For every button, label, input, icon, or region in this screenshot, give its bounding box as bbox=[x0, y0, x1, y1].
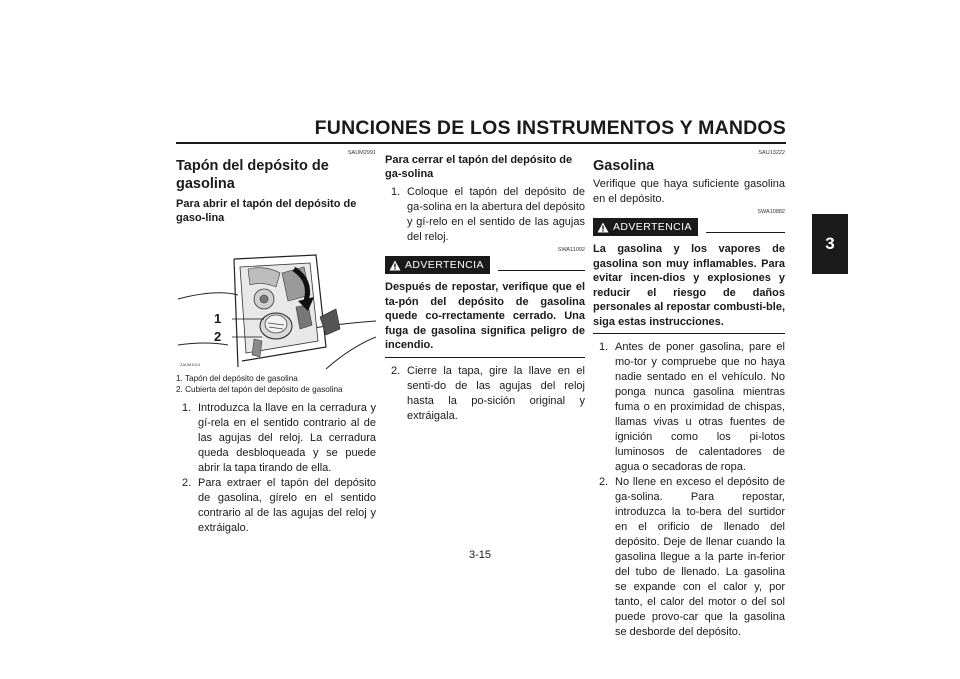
warning-label-box bbox=[385, 256, 490, 274]
list-item bbox=[385, 364, 585, 424]
gasolina-steps-list bbox=[593, 340, 785, 640]
warning-end-rule bbox=[385, 357, 585, 358]
warning-header bbox=[593, 218, 785, 236]
step-text: Cierre la tapa, gire la llave en el senti-do de las agujas del reloj hasta la po-sición original y extráigala. bbox=[407, 364, 585, 422]
section-title-gasolina: Gasolina bbox=[593, 158, 655, 174]
list-item bbox=[176, 476, 376, 536]
caption-item: 2. Cubierta del tapón del depósito de gasolina bbox=[176, 385, 343, 394]
callout-1: 1 bbox=[214, 311, 222, 326]
step-number: 1. bbox=[391, 186, 401, 198]
list-item bbox=[385, 185, 585, 245]
close-steps-list bbox=[385, 185, 585, 245]
figure-code: ZAUM1014 bbox=[180, 362, 201, 367]
warning-end-rule bbox=[593, 333, 785, 334]
close-steps-list-cont bbox=[385, 364, 585, 424]
list-item bbox=[593, 340, 785, 475]
gasolina-intro: Verifique que haya suficiente gasolina en el depósito. bbox=[593, 178, 785, 205]
fuel-cap-illustration bbox=[176, 229, 376, 371]
step-number: 1. bbox=[599, 341, 609, 353]
step-number: 2. bbox=[391, 364, 401, 377]
callout-2: 2 bbox=[214, 329, 222, 344]
header-rule bbox=[176, 142, 786, 144]
warning-label: ADVERTENCIA bbox=[613, 221, 692, 233]
fuel-cap-drawing bbox=[176, 229, 376, 371]
column-3 bbox=[593, 150, 785, 640]
warning-text: La gasolina y los vapores de gasolina son muy inflamables. Para evitar incen-dios y explosiones y reducir el riesgo de daños personales al repostar combusti-ble, siga estas instrucciones. bbox=[593, 243, 785, 328]
warning-triangle-icon bbox=[597, 222, 609, 233]
section-title-fuel-cap: Tapón del depósito de gasolina bbox=[176, 158, 329, 192]
warning-rule bbox=[706, 232, 785, 233]
step-text: Para extraer el tapón del depósito de gasolina, gírelo en el sentido contrario al de las agujas del reloj y extráigalo. bbox=[198, 477, 376, 534]
warning-rule bbox=[498, 270, 585, 271]
list-item bbox=[176, 401, 376, 476]
warning-header bbox=[385, 256, 585, 274]
section-code: SAUM2991 bbox=[347, 150, 376, 156]
open-steps-list bbox=[176, 401, 376, 536]
warning-code: SWA11092 bbox=[557, 247, 585, 253]
warning-label-box bbox=[593, 218, 698, 236]
step-number: 2. bbox=[599, 476, 609, 488]
warning-code: SWA10882 bbox=[757, 209, 785, 215]
subheading-open-cap: Para abrir el tapón del depósito de gaso-lina bbox=[176, 198, 357, 224]
section-tab: 3 bbox=[812, 214, 848, 274]
section-code: SAU13222 bbox=[758, 150, 785, 156]
caption-item: 1. Tapón del depósito de gasolina bbox=[176, 374, 298, 383]
step-number: 2. bbox=[182, 477, 192, 489]
step-text: Antes de poner gasolina, pare el mo-tor y compruebe que no haya nadie sentado en el vehículo. No ponga nunca gasolina mientras fuma o en proximidad de chispas, llamas vivas u otras fuentes de ignición como los pi-lotos luminosos de calentadores de agua o secadoras de ropa. bbox=[615, 341, 785, 473]
subheading-close-cap: Para cerrar el tapón del depósito de ga-solina bbox=[385, 154, 573, 180]
column-1 bbox=[176, 150, 376, 536]
figure-captions bbox=[176, 373, 376, 395]
page-header-title: FUNCIONES DE LOS INSTRUMENTOS Y MANDOS bbox=[314, 117, 786, 139]
warning-text: Después de repostar, verifique que el ta-pón del depósito de gasolina quede co-rrectamente cerrado. Una fuga de gasolina significa peligro de incendio. bbox=[385, 281, 585, 351]
warning-triangle-icon bbox=[389, 260, 401, 271]
step-text: No llene en exceso el depósito de ga-solina. Para repostar, introduzca la to-bera del surtidor en el orificio de llenado del depósito. Deje de llenar cuando la gasolina llegue a la parte in-ferior del tubo de llenado. La gasolina se expande con el calor y, por tanto, el calor del motor o del sol puede provo-car que la gasolina se desborde del depósito. bbox=[615, 476, 785, 638]
step-text: Coloque el tapón del depósito de ga-solina en la abertura del depósito y gí-relo en el sentido de las agujas del reloj. bbox=[407, 186, 585, 243]
warning-label: ADVERTENCIA bbox=[405, 259, 484, 271]
step-number: 1. bbox=[182, 402, 192, 414]
column-2 bbox=[385, 150, 585, 424]
step-text: Introduzca la llave en la cerradura y gí-rela en el sentido contrario al de las agujas del reloj. La cerradura queda desbloqueada y se puede abrir la tapa tirando de ella. bbox=[198, 402, 376, 474]
list-item bbox=[593, 475, 785, 640]
page-number: 3-15 bbox=[468, 549, 492, 561]
